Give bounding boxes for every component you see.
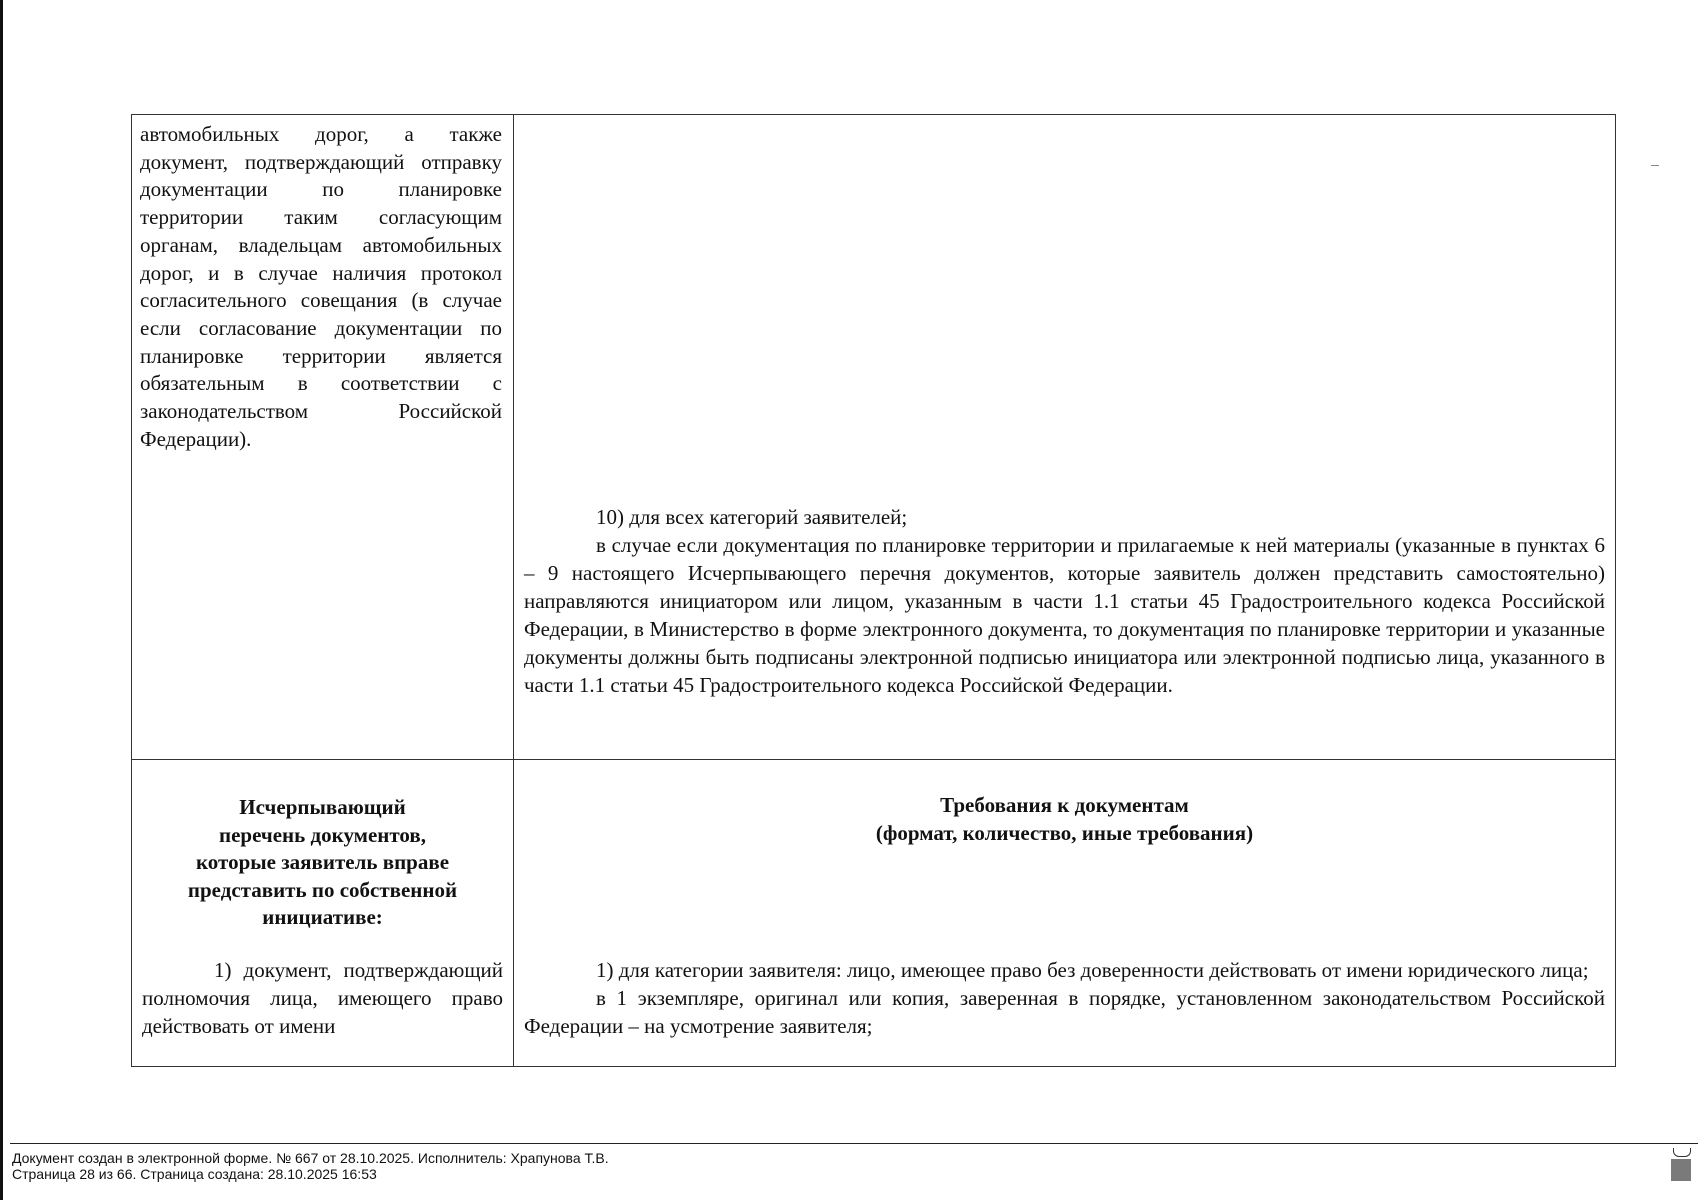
page-left-edge	[0, 0, 3, 1200]
footer-page-info: Страница 28 из 66. Страница создана: 28.10.2025 16:53	[12, 1166, 377, 1182]
page-footer	[12, 1150, 609, 1182]
requirements-item: 10) для всех категорий заявителей;	[596, 505, 908, 529]
table-cell-document-requirements	[514, 760, 1616, 1067]
optional-documents-heading	[142, 794, 503, 932]
heading-line: которые заявитель вправе	[195, 850, 450, 874]
table-row	[132, 760, 1616, 1067]
footer-divider	[10, 1143, 1698, 1144]
requirements-text: в случае если документация по планировке территории и прилагаемые к ней материалы (указанные в пунктах 6 – 9 настоящего Исчерпывающего перечня документов, которые заявитель должен представить самостоятельно) направляются инициатором или лицом, указанным в части 1.1 статьи 45 Градостроительного кодекса Российской Федерации, в Министерство в форме электронного документа, то документация по планировке территории и указанные документы должны быть подписаны электронной подписью инициатора или электронной подписью лица, указанного в части 1.1 статьи 45 Градостроительного кодекса Российской Федерации.	[524, 533, 1605, 697]
document-requirements-heading	[524, 792, 1605, 847]
scanner-stamp-icon	[1671, 1148, 1691, 1182]
heading-line: (формат, количество, иные требования)	[875, 820, 1254, 845]
heading-line: представить по собственной	[187, 877, 458, 902]
requirements-block	[524, 503, 1605, 699]
heading-line: перечень документов,	[219, 822, 426, 847]
requirements-item: 1) для категории заявителя: лицо, имеющее право без доверенности действовать от имени юридического лица;	[596, 958, 1589, 982]
table-row	[132, 115, 1616, 760]
footer-document-info: Документ создан в электронной форме. № 667 от 28.10.2025. Исполнитель: Храпунова Т.В.	[12, 1150, 609, 1166]
documents-text: автомобильных дорог, а также документ, подтверждающий отправку документации по планировке территории таким согласующим органам, владельцам автомобильных дорог, и в случае наличия протокол согласительного совещания (в случае если согласование документации по планировке территории является обязательным в соответствии с законодательством Российской Федерации).	[140, 122, 502, 451]
heading-line: Исчерпывающий	[239, 795, 406, 819]
optional-documents-item: 1) документ, подтверждающий полномочия лица, имеющего право действовать от имени	[142, 958, 503, 1038]
document-requirements-body	[524, 956, 1605, 1040]
scan-speck	[1651, 165, 1659, 166]
requirements-table	[131, 114, 1616, 1067]
table-cell-optional-documents	[132, 760, 514, 1067]
heading-line: инициативе:	[262, 905, 383, 929]
requirements-text: в 1 экземпляре, оригинал или копия, заверенная в порядке, установленном законодательством Российской Федерации – на усмотрение заявителя;	[524, 986, 1605, 1038]
table-cell-requirements	[514, 115, 1616, 760]
heading-line: Требования к документам	[940, 793, 1189, 817]
table-cell-documents	[132, 115, 514, 760]
